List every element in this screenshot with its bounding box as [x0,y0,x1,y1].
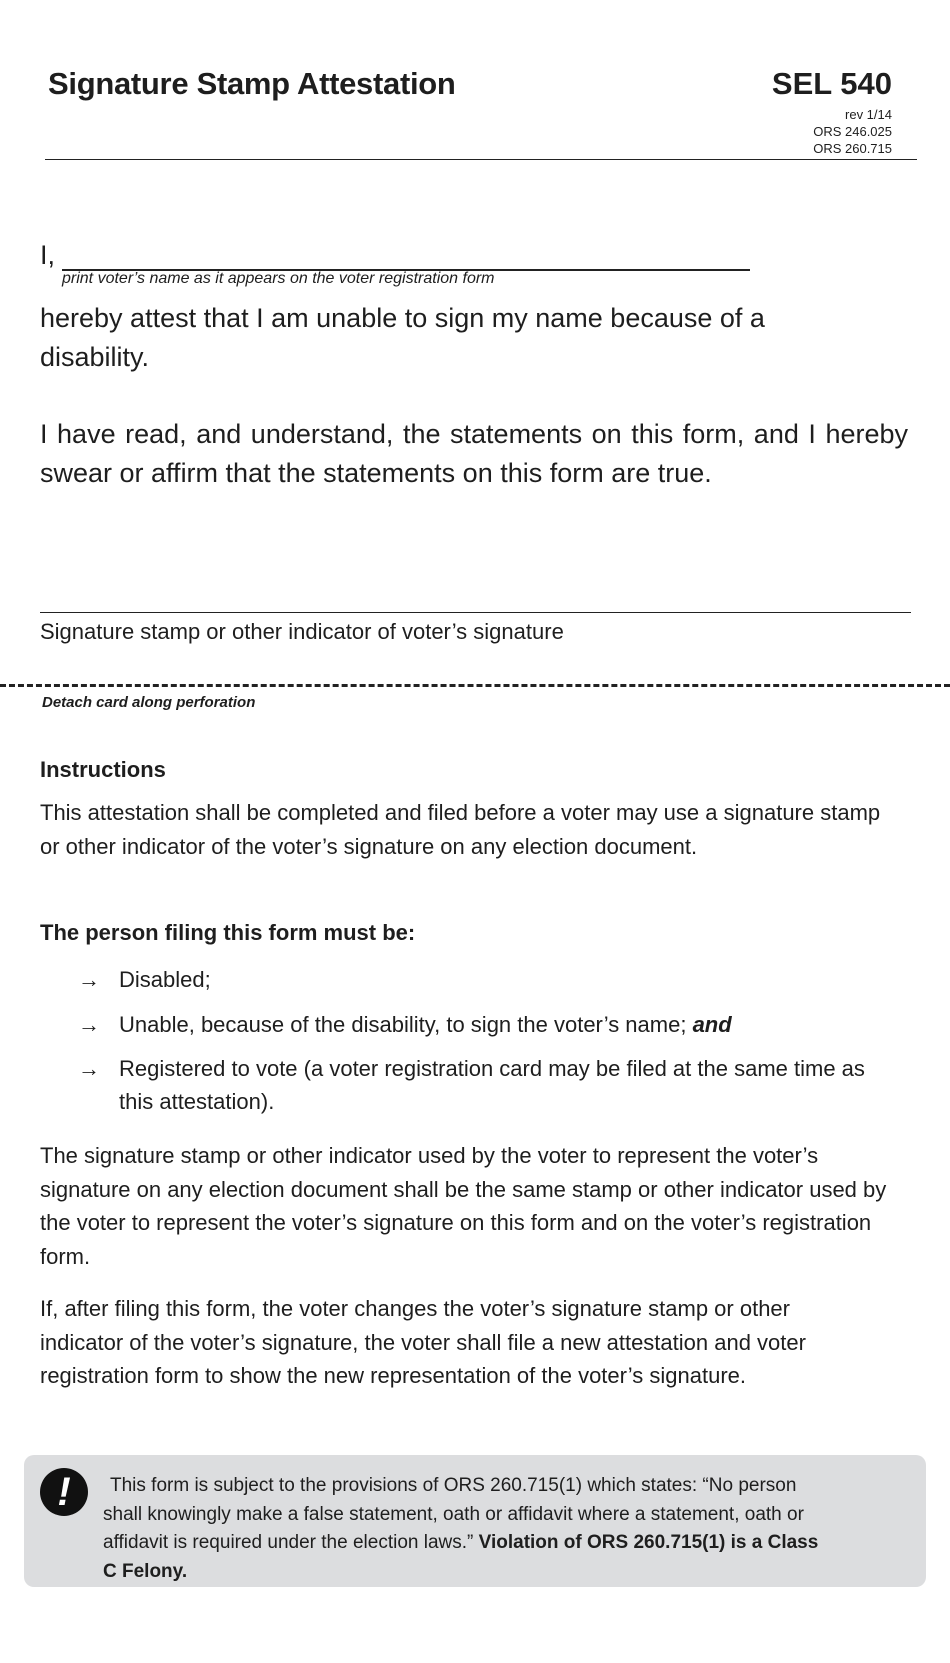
detach-instruction: Detach card along perforation [42,694,256,711]
requirements-heading: The person filing this form must be: [40,920,416,945]
stamp-consistency-paragraph: The signature stamp or other indicator used by the voter to represent the voter’s signature on any election document shall be the same stamp or other indicator used by the voter to represent the voter’s signature on this form and on the voter’s registration form. [40,1143,887,1269]
exclamation-icon: ! [40,1468,88,1516]
stamp-change-paragraph: If, after filing this form, the voter changes the voter’s signature stamp or other indicator of the voter’s signature, the voter shall file a new attestation and voter registration form to show the new representation of the voter’s signature. [40,1296,806,1388]
instructions-intro: This attestation shall be completed and filed before a voter may use a signature stamp or other indicator of the voter’s signature on any election document. [40,800,881,859]
form-code: SEL 540 [771,66,892,101]
signature-stamp-area[interactable] [40,540,911,610]
affirmation-statement: I have read, and understand, the statements on this form, and I hereby swear or affirm that the statements on this form are true. [40,419,908,488]
signature-caption: Signature stamp or other indicator of voter’s signature [40,619,564,644]
revision-block [813,106,892,157]
requirement-text: Registered to vote (a voter registration card may be filed at the same time as this attestation). [119,1056,865,1114]
instructions-heading: Instructions [40,757,166,782]
requirement-item [78,1052,878,1118]
perforation-line [0,684,950,687]
statute-reference-1: ORS 246.025 [813,124,892,139]
disability-statement-line-1: hereby attest that I am unable to sign my name because of a [40,303,765,333]
statute-reference-2: ORS 260.715 [813,141,892,156]
legal-warning-text [103,1472,823,1586]
page-title: Signature Stamp Attestation [48,66,456,101]
requirement-text: Disabled; [119,967,211,992]
voter-name-field[interactable] [62,238,750,268]
disability-statement [40,299,908,377]
header-divider [45,159,917,160]
requirement-item [78,963,878,996]
i-label: I, [40,240,56,270]
arrow-right-icon: → [78,967,100,992]
warning-statement: This form is subject to the provisions of ORS 260.715(1) which states: “No person shall knowingly make a false statement, oath or affidavit where a statement, oath or affidavit is required under the election laws.” [103,1475,804,1553]
revision-label: rev 1/14 [845,107,892,122]
arrow-right-icon: → [78,1056,100,1081]
requirement-emphasis: and [692,1012,732,1037]
felony-notice: Violation of ORS 260.715(1) is a Class C Felony. [103,1532,819,1582]
voter-name-caption: print voter’s name as it appears on the voter registration form [62,270,495,287]
arrow-right-icon: → [78,1012,100,1037]
requirement-item [78,1008,878,1041]
requirement-text: Unable, because of the disability, to sign the voter’s name; [119,1012,693,1037]
disability-statement-line-2: disability. [40,342,150,372]
signature-line [40,612,911,613]
